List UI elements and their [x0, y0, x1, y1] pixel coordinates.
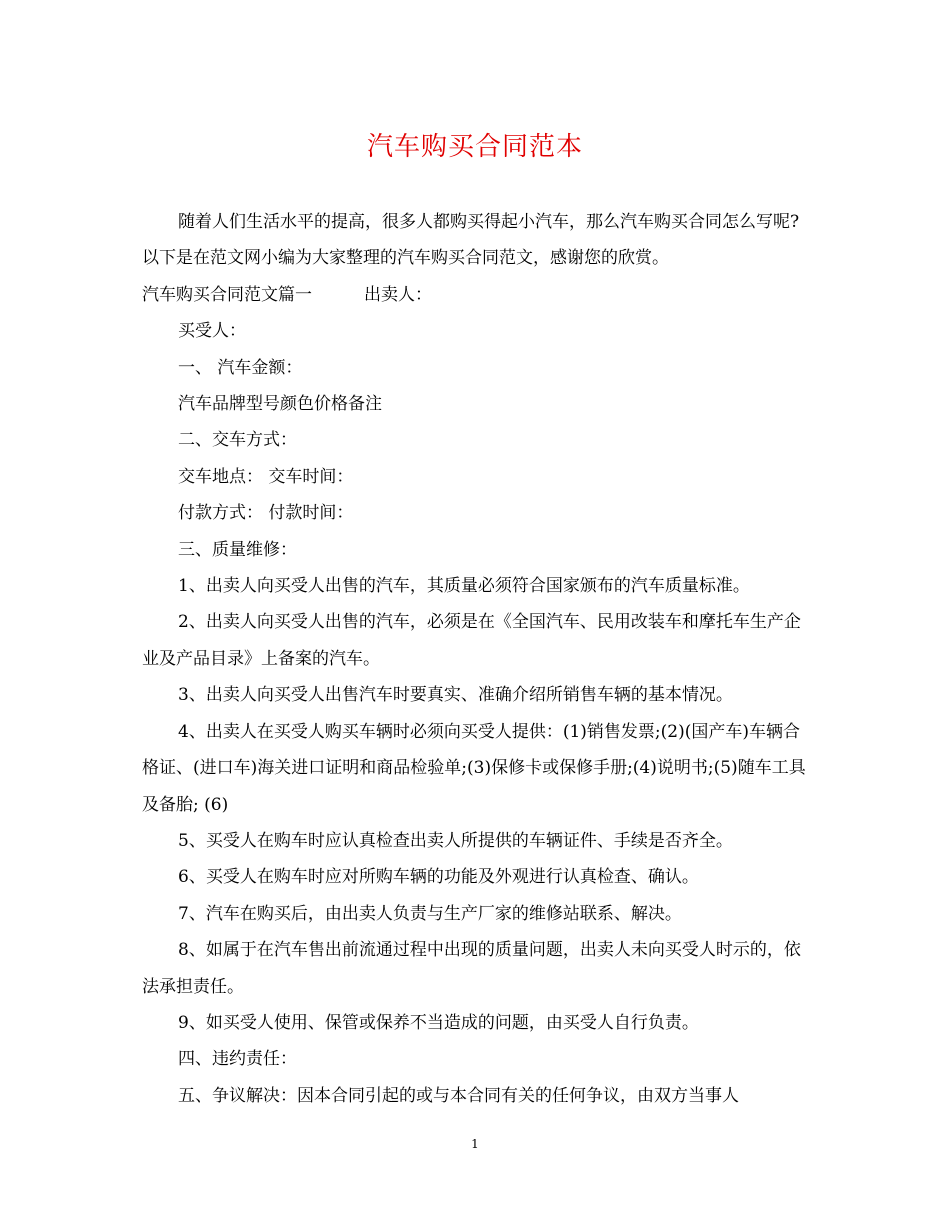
paragraph: 6、买受人在购车时应对所购车辆的功能及外观进行认真检查、确认。 [178, 867, 699, 888]
paragraph: 一、 汽车金额： [178, 357, 303, 378]
paragraph: 三、质量维修： [178, 539, 297, 560]
paragraph: 5、买受人在购车时应认真检查出卖人所提供的车辆证件、手续是否齐全。 [178, 830, 733, 851]
paragraph: 付款方式： 付款时间： [178, 503, 354, 524]
paragraph: 7、汽车在购买后，由出卖人负责与生产厂家的维修站联系、解决。 [178, 903, 682, 924]
paragraph: 汽车品牌型号颜色价格备注 [178, 394, 382, 415]
paragraph: 买受人： [178, 321, 246, 342]
paragraph: 五、争议解决：因本合同引起的或与本合同有关的任何争议，由双方当事人 [178, 1085, 739, 1106]
seller-label: 出卖人： [364, 284, 432, 305]
paragraph: 2、出卖人向买受人出售的汽车，必须是在《全国汽车、民用改装车和摩托车生产企业及产品目录》上备案的汽车。 [142, 612, 801, 669]
paragraph: 二、交车方式： [178, 430, 297, 451]
paragraph: 1、出卖人向买受人出售的汽车，其质量必须符合国家颁布的汽车质量标准。 [178, 576, 750, 597]
paragraph: 8、如属于在汽车售出前流通过程中出现的质量问题，出卖人未向买受人时示的，依法承担责任。 [142, 940, 801, 997]
intro-paragraph: 随着人们生活水平的提高，很多人都购买得起小汽车，那么汽车购买合同怎么写呢?以下是在范文网小编为大家整理的汽车购买合同范文，感谢您的欣赏。 [142, 212, 800, 269]
paragraph: 交车地点： 交车时间： [178, 466, 354, 487]
paragraph: 9、如买受人使用、保管或保养不当造成的问题，由买受人自行负责。 [178, 1012, 699, 1033]
section-heading: 汽车购买合同范文篇一 [142, 284, 312, 305]
page-title: 汽车购买合同范本 [366, 132, 583, 162]
paragraph: 4、出卖人在买受人购买车辆时必须向买受人提供：(1)销售发票;(2)(国产车)车辆合格证、(进口车)海关进口证明和商品检验单;(3)保修卡或保修手册;(4)说明书;(5)随车工具及备胎; (6) [142, 721, 806, 815]
section-heading-line [142, 277, 808, 313]
page-number: 1 [471, 1137, 479, 1151]
paragraph: 四、违约责任： [178, 1049, 297, 1070]
paragraph: 3、出卖人向买受人出售汽车时要真实、准确介绍所销售车辆的基本情况。 [178, 685, 733, 706]
document-body [142, 204, 808, 1114]
